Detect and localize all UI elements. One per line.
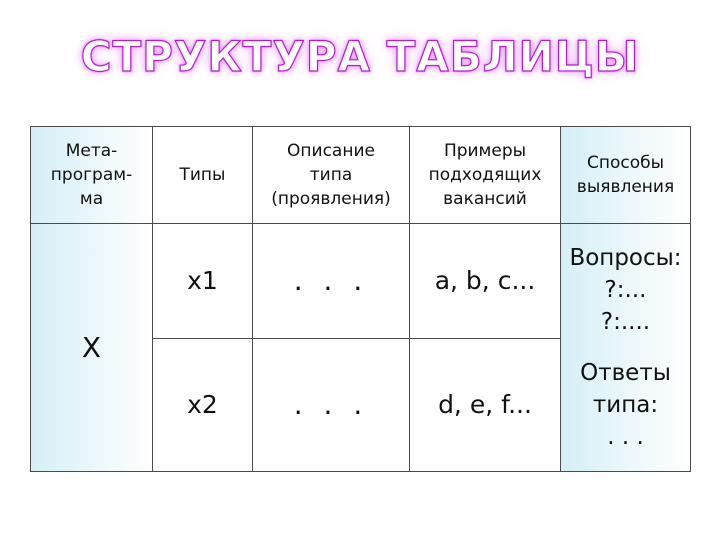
header-methods: Способы выявления: [560, 126, 691, 224]
methods-column: [560, 223, 691, 472]
meta-program-value: X: [30, 223, 153, 472]
header-types: Типы: [152, 126, 253, 224]
header-description: Описание типа (проявления): [252, 126, 410, 224]
row1-type: x1: [152, 223, 253, 339]
header-examples: Примеры подходящих вакансий: [409, 126, 561, 224]
methods-answers: Ответы типа: . . .: [580, 360, 671, 451]
page-title: СТРУКТУРА ТАБЛИЦЫ: [80, 32, 640, 81]
methods-questions: Вопросы: ?:... ?:....: [569, 244, 682, 335]
row2-type: x2: [152, 338, 253, 472]
row2-description: . . .: [252, 338, 410, 472]
row1-description: . . .: [252, 223, 410, 339]
header-meta-program: Мета- програм- ма: [30, 126, 153, 224]
row2-examples: d, e, f...: [409, 338, 561, 472]
row1-examples: a, b, c...: [409, 223, 561, 339]
